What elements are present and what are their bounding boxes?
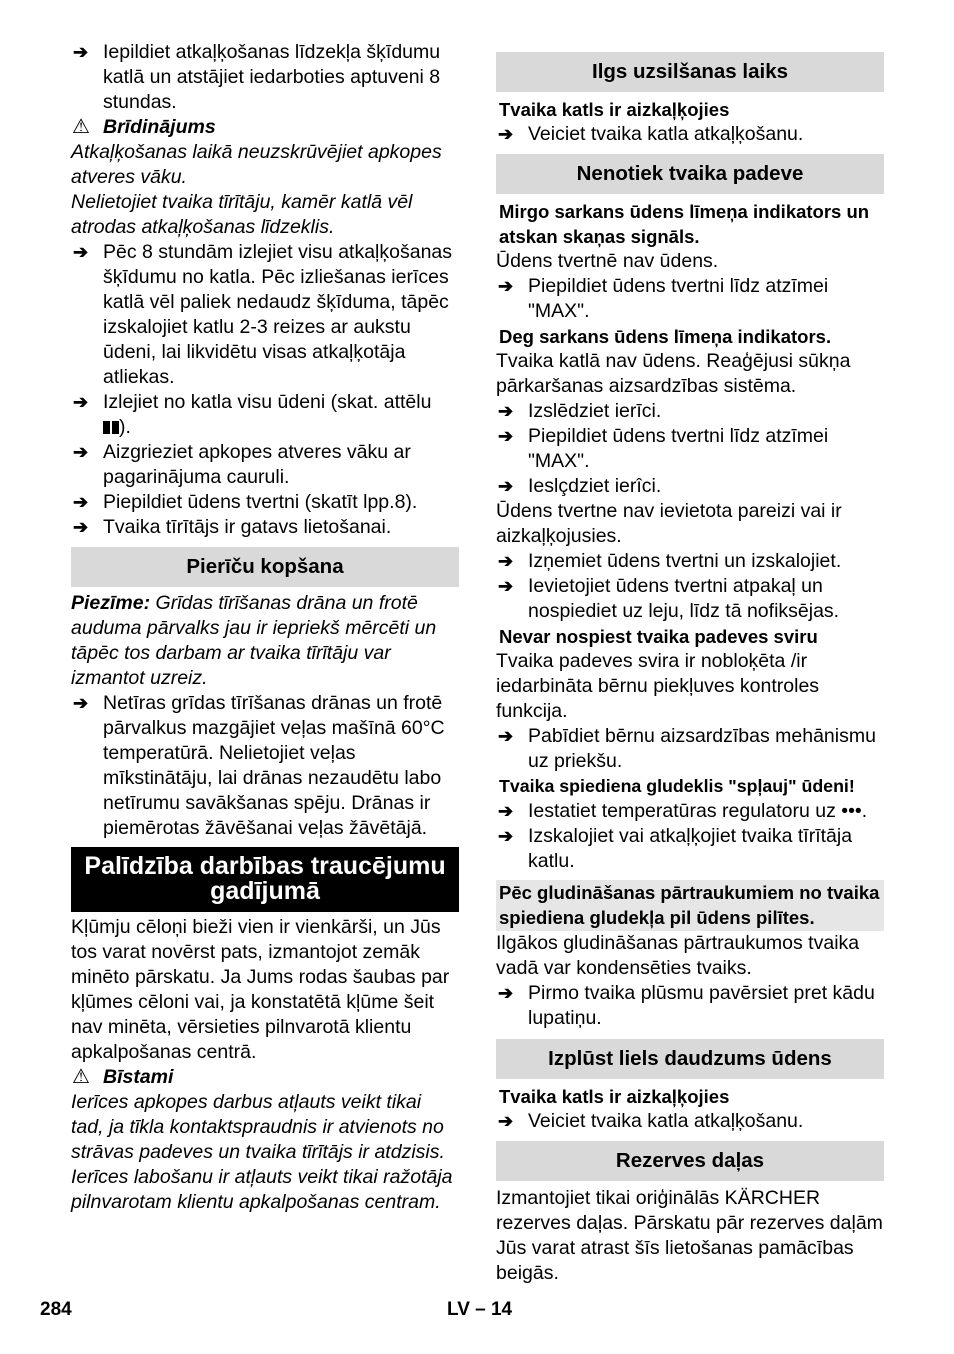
subheading: Mirgo sarkans ūdens līmeņa indikators un atskan skaņas signāls. [499, 201, 870, 247]
danger-heading [71, 1065, 459, 1090]
subheading-highlighted: Pēc gludināšanas pārtraukumiem no tvaika spiediena gludekļa pil ūdens pilītes. [496, 880, 884, 931]
list-item: ➔ Izslēdziet ierīci. [496, 399, 884, 424]
warning-triangle-icon: ⚠ [72, 1066, 90, 1088]
chapter-heading: Palīdzība darbības traucējumu gadījumā [71, 847, 459, 912]
paragraph: Ūdens tvertnē nav ūdens. [496, 250, 719, 272]
figure-ref-icon [103, 421, 119, 434]
list-item: ➔ Aizgrieziet apkopes atveres vāku ar pagarinājuma cauruli. [71, 440, 459, 490]
section-heading: Rezerves daļas [496, 1141, 884, 1181]
warning-heading [71, 115, 459, 140]
list-item: ➔ Ievietojiet ūdens tvertni atpakaļ un nospiediet uz leju, līdz tā nofiksējas. [496, 574, 884, 624]
danger-text: Ierīces apkopes darbus atļauts veikt tikai tad, ja tīkla kontaktspraudnis ir atvienots no strāvas padeves un tvaika tīrītājs ir atdzisis. Ierīces labošanu ir atļauts veikt tikai ražotāja pilnvarotam klientu apkalpošanas centram. [71, 1091, 453, 1213]
right-column [496, 52, 884, 1286]
note-paragraph [71, 591, 459, 691]
list-item [71, 390, 459, 440]
paragraph: Tvaika padeves svira ir nobloķēta /ir iedarbināta bērnu piekļuves kontroles funkcija. [496, 650, 820, 722]
list-item: ➔ Iepildiet atkaļķošanas līdzekļa šķīdumu katlā un atstājiet iedarboties aptuveni 8 stundas. [71, 40, 459, 115]
list-item: ➔ Piepildiet ūdens tvertni (skatīt lpp.8). [71, 490, 459, 515]
list-item: ➔ Pēc 8 stundām izlejiet visu atkaļķošanas šķīdumu no katla. Pēc izliešanas ierīces katlā vēl paliek nedaudz šķīduma, tāpēc izskalojiet katlu 2-3 reizes ar aukstu ūdeni, lai likvidētu visas atkaļķotāja atliekas. [71, 240, 459, 390]
section-heading: Ilgs uzsilšanas laiks [496, 52, 884, 92]
warning-triangle-icon: ⚠ [72, 116, 90, 138]
list-item-text: Izlejiet no katla visu ūdeni (skat. attēlu [103, 391, 432, 413]
list-item: ➔ Pabīdiet bērnu aizsardzības mehānismu uz priekšu. [496, 724, 884, 774]
list-item: ➔ Pirmo tvaika plūsmu pavērsiet pret kādu lupatiņu. [496, 981, 884, 1031]
list-item: ➔ Veiciet tvaika katla atkaļķošanu. [496, 122, 884, 147]
danger-title: Bīstami [103, 1066, 174, 1088]
list-item: ➔ Piepildiet ūdens tvertni līdz atzīmei "MAX". [496, 274, 884, 324]
list-item: ➔ Iestatiet temperatūras regulatoru uz •••. [496, 799, 884, 824]
warning-title: Brīdinājums [103, 116, 216, 138]
list-item: ➔ Tvaika tīrītājs ir gatavs lietošanai. [71, 515, 459, 540]
paragraph: Izmantojiet tikai oriģinālās KÄRCHER rezerves daļas. Pārskatu pār rezerves daļām Jūs varat atrast šīs lietošanas pamācības beigās. [496, 1187, 883, 1284]
subheading: Nevar nospiest tvaika padeves sviru [499, 626, 818, 647]
section-heading: Izplūst liels daudzums ūdens [496, 1039, 884, 1079]
list-item: ➔ Izskalojiet vai atkaļķojiet tvaika tīrītāja katlu. [496, 824, 884, 874]
note-text: Grīdas tīrīšanas drāna un frotē auduma pārvalks jau ir iepriekš mērcēti un tāpēc tos darbam ar tvaika tīrītāju var izmantot uzreiz. [71, 592, 437, 689]
list-item-text: ). [119, 416, 131, 438]
subheading: Tvaika spiediena gludeklis "spļauj" ūdeni! [499, 776, 855, 796]
list-item: ➔ Veiciet tvaika katla atkaļķošanu. [496, 1109, 884, 1134]
paragraph: Ilgākos gludināšanas pārtraukumos tvaika vadā var kondensēties tvaiks. [496, 932, 860, 979]
list-item: ➔ Ieslçdziet ierîci. [496, 474, 884, 499]
section-heading: Nenotiek tvaika padeve [496, 154, 884, 194]
warning-text: Atkaļķošanas laikā neuzskrūvējiet apkopes atveres vāku. [71, 141, 442, 188]
page-number: 284 [40, 1299, 72, 1320]
left-column [71, 40, 459, 1215]
list-item: ➔ Piepildiet ūdens tvertni līdz atzīmei "MAX". [496, 424, 884, 474]
subheading: Deg sarkans ūdens līmeņa indikators. [499, 326, 832, 347]
paragraph: Kļūmju cēloņi bieži vien ir vienkārši, un Jūs tos varat novērst pats, izmantojot zemāk minēto pārskatu. Ja Jums rodas šaubas par kļūmes cēloni vai, ja konstatētā kļūme šeit nav minēta, vērsieties pilnvarotā klientu apkalpošanas centrā. [71, 916, 450, 1063]
list-item: ➔ Izņemiet ūdens tvertni un izskalojiet. [496, 549, 884, 574]
warning-text: Nelietojiet tvaika tīrītāju, kamēr katlā vēl atrodas atkaļķošanas līdzeklis. [71, 191, 413, 238]
subheading: Tvaika katls ir aizkaļķojies [499, 99, 730, 120]
subheading: Tvaika katls ir aizkaļķojies [499, 1086, 730, 1107]
language-page-label: LV – 14 [447, 1299, 513, 1320]
note-label: Piezīme: [71, 592, 151, 614]
section-heading: Pierīču kopšana [71, 547, 459, 587]
paragraph: Tvaika katlā nav ūdens. Reaģējusi sūkņa pārkaršanas aizsardzības sistēma. [496, 350, 851, 397]
paragraph: Ūdens tvertne nav ievietota pareizi vai ir aizkaļķojusies. [496, 500, 842, 547]
list-item: ➔ Netīras grīdas tīrīšanas drānas un frotē pārvalkus mazgājiet veļas mašīnā 60°C temperatūrā. Nelietojiet veļas mīkstinātāju, lai drānas nezaudētu labo netīrumu savākšanas spēju. Drānas ir piemērotas žāvēšanai veļas žāvētājā. [71, 691, 459, 841]
